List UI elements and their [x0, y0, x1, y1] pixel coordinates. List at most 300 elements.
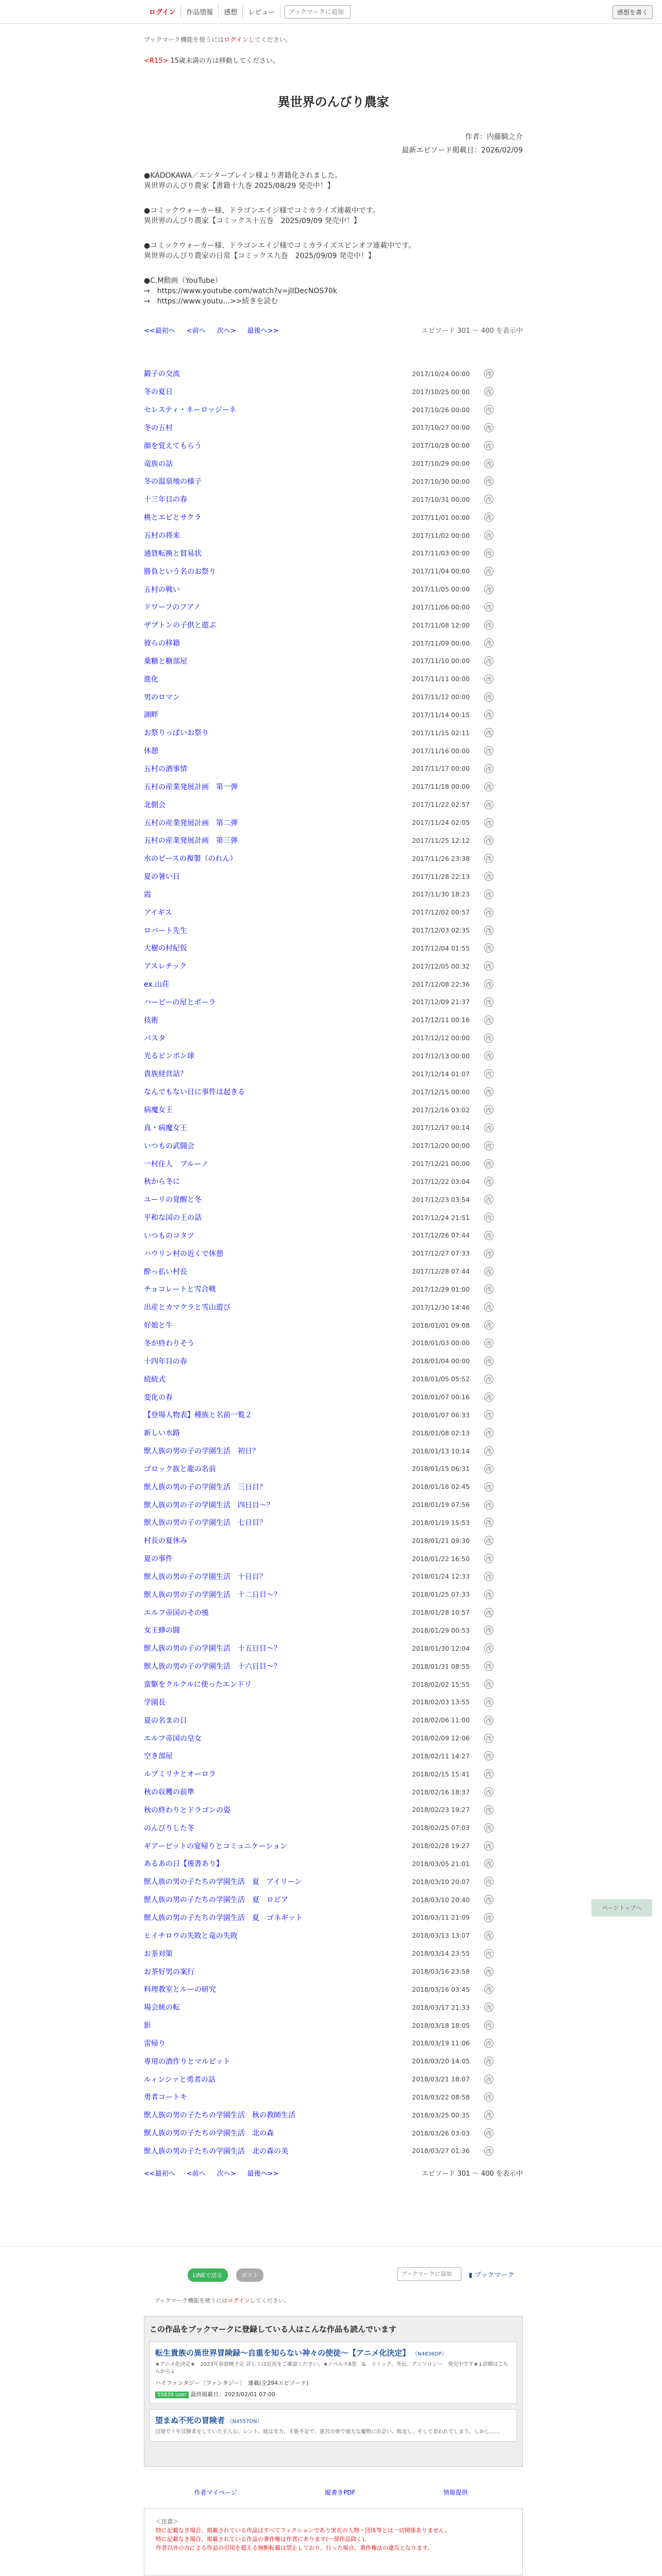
author[interactable]: 作者：内藤騎之介	[465, 133, 523, 141]
episode-row	[144, 1909, 523, 1927]
episode-row	[144, 472, 523, 490]
episode-date: 2017/11/18 00:00	[412, 783, 470, 791]
episode-date: 2017/12/27 07:33	[412, 1249, 470, 1258]
episode-title-link[interactable]: 続続式	[144, 1375, 166, 1384]
synopsis-paragraph: ●コミックウォーカー様、ドラゴンエイジ様でコミカライズ連載中です。 異世界のんびり農家【コミックス十五巻 2025/09/09 発売中！】	[144, 207, 380, 225]
episode-date: 2018/01/03 00:00	[412, 1339, 470, 1347]
episode-row	[144, 1550, 523, 1568]
episode-title-link[interactable]: セレスティ・ネーロッジーネ	[144, 406, 237, 415]
episode-title-link[interactable]: 冬の五村	[144, 423, 173, 432]
footer-links	[0, 2488, 662, 2497]
bookmark-button[interactable]: ▮ ブックマーク	[469, 2272, 515, 2279]
episode-row	[144, 1926, 523, 1944]
episode-title-link[interactable]: 竜族の話	[144, 460, 173, 468]
pager-links	[144, 325, 278, 335]
episode-row	[144, 1298, 523, 1316]
episode-date: 2017/10/27 00:00	[412, 423, 470, 432]
episode-title-link[interactable]: 病魔女王	[144, 1106, 173, 1115]
episode-date: 2018/02/23 19:27	[412, 1806, 470, 1814]
episode-title-link[interactable]: 専用の酒作りとマルビット	[144, 2057, 230, 2066]
episode-date: 2018/03/05 21:01	[412, 1859, 470, 1868]
episode-title-link[interactable]: 平和な国の王の話	[144, 1214, 202, 1223]
revised-icon: 改	[484, 2039, 493, 2048]
episode-row	[144, 1532, 523, 1550]
episode-title-link[interactable]: アイギス	[144, 908, 172, 917]
episode-date: 2017/11/03 00:00	[412, 549, 470, 557]
episode-row	[144, 454, 523, 472]
episode-title-link[interactable]: 冬の温泉地の様子	[144, 478, 202, 486]
episode-title-link[interactable]: 【登場人物表】種族と名前一覧２	[144, 1411, 252, 1420]
episode-title-link[interactable]: ユーリの覚醒と冬	[144, 1196, 202, 1205]
revised-icon: 改	[484, 1284, 493, 1294]
author-page-link[interactable]: 作者マイページ	[194, 2489, 238, 2496]
first-page-link[interactable]: <<最初へ	[144, 327, 175, 335]
recommend-synopsis: 辺境で十年冒険者をしていた主人公、レント。彼は実力、才能不足で、迷宮の奥で強大な魔物に出会い、敗北し、そして食われてしまう。しかし……	[155, 2429, 500, 2435]
episode-date: 2018/03/14 23:55	[412, 1950, 470, 1958]
episode-title-link[interactable]: 一村住人 ブルーノ	[144, 1160, 209, 1168]
episode-date: 2017/11/14 00:15	[412, 710, 470, 719]
episode-row	[144, 2034, 523, 2052]
episode-title-link[interactable]: 桃とエビとサクラ	[144, 514, 202, 522]
episode-row	[144, 616, 523, 634]
revised-icon: 改	[484, 2146, 493, 2156]
episode-title-link[interactable]: 獣人族の男の子の学園生活 三日目？	[144, 1483, 267, 1492]
episode-row	[144, 1406, 523, 1424]
episode-row	[144, 365, 523, 383]
episode-title-link[interactable]: 獣人族の男の子たちの学園生活 夏 ロビア	[144, 1896, 288, 1905]
revised-icon: 改	[484, 1177, 493, 1186]
episode-title-link[interactable]: 湖畔	[144, 711, 158, 720]
revised-icon: 改	[484, 1231, 493, 1240]
episode-row	[144, 1891, 523, 1909]
episode-row	[144, 1837, 523, 1855]
prev-page-link[interactable]: <前へ	[186, 2170, 206, 2178]
episode-row	[144, 885, 523, 903]
revised-icon: 改	[484, 1751, 493, 1760]
revised-icon: 改	[484, 459, 493, 468]
revised-icon: 改	[484, 818, 493, 827]
revised-icon: 改	[484, 2003, 493, 2012]
revised-icon: 改	[484, 836, 493, 845]
revised-icon: 改	[484, 387, 493, 396]
episode-date: 2017/11/10 00:00	[412, 657, 470, 665]
episode-title-link[interactable]: 獣人族の男の子の学園生活 初日？	[144, 1447, 259, 1456]
episode-date: 2018/01/19 07:56	[412, 1501, 470, 1509]
episode-row	[144, 1101, 523, 1119]
episode-row	[144, 1370, 523, 1388]
episode-title-link[interactable]: 夏の事件	[144, 1555, 173, 1564]
episode-title-link[interactable]: ヒイチロウの失敗と竜の失敗	[144, 1931, 238, 1940]
top-nav	[144, 5, 351, 19]
episode-date: 2017/10/24 00:00	[412, 369, 470, 378]
next-page-link[interactable]: 次へ>	[217, 327, 236, 335]
revised-icon: 改	[484, 746, 493, 755]
revised-icon: 改	[484, 1805, 493, 1815]
episode-title-link[interactable]: 夏の名まの日	[144, 1716, 187, 1725]
episode-title-link[interactable]: 獣人族の男の子たちの学園生活 北の森	[144, 2129, 274, 2138]
episode-title-link[interactable]: 獣人族の男の子たちの学園生活 北の森の美	[144, 2147, 288, 2156]
revised-icon: 改	[484, 961, 493, 971]
episode-row	[144, 795, 523, 814]
episode-row	[144, 939, 523, 957]
episode-row	[144, 1137, 523, 1155]
episode-title-link[interactable]: 真・病魔女王	[144, 1124, 187, 1132]
episode-title-link[interactable]: 出産とカマクラと雪山遊び	[144, 1303, 230, 1312]
revised-icon: 改	[484, 890, 493, 899]
episode-title-link[interactable]: 獣人族の男の子の学園生活 十五日目～？	[144, 1645, 281, 1653]
episode-row	[144, 490, 523, 509]
episode-date: 2018/03/18 18:05	[412, 2021, 470, 2029]
episode-range: エピソード 301 ～ 400 を表示中	[421, 2170, 523, 2178]
revised-icon: 改	[484, 943, 493, 953]
revised-icon: 改	[484, 513, 493, 522]
revised-icon: 改	[484, 1051, 493, 1060]
episode-date: 2017/11/08 12:00	[412, 621, 470, 629]
episode-date: 2018/01/31 08:55	[412, 1662, 470, 1670]
episode-row	[144, 1011, 523, 1029]
revised-icon: 改	[484, 1625, 493, 1635]
episode-date: 2017/11/04 00:00	[412, 567, 470, 575]
episode-title-link[interactable]: お祭りっぽいお祭り	[144, 729, 209, 738]
episode-title-link[interactable]: 獣人族の男の子たちの学園生活 夏 アイリーン	[144, 1878, 302, 1887]
episode-row	[144, 1621, 523, 1639]
revised-icon: 改	[484, 602, 493, 612]
episode-title-link[interactable]: アスレチック	[144, 962, 187, 971]
episode-title-link[interactable]: 薬糖と糖部屋	[144, 657, 187, 666]
episode-title-link[interactable]: 酔っ払い村長	[144, 1267, 187, 1276]
revised-icon: 改	[484, 531, 493, 540]
last-page-link[interactable]: 最後へ>>	[247, 327, 279, 335]
episode-title-link[interactable]: エルフ帝国の皇女	[144, 1734, 202, 1743]
episode-title-link[interactable]: 水のピースの複製（のれん）	[144, 855, 237, 863]
episode-title-link[interactable]: いつものコタツ	[144, 1231, 194, 1240]
episode-row	[144, 1191, 523, 1209]
episode-title-link[interactable]: あるあの日【後書あり】	[144, 1860, 223, 1869]
episode-title-link[interactable]: 秋の収穫の前準	[144, 1788, 194, 1797]
share-bar	[144, 2267, 523, 2283]
age-warning-text: 15歳未満の方は移動してください。	[168, 57, 280, 65]
episode-title-link[interactable]: 秋の終わりとドラゴンの姿	[144, 1806, 230, 1815]
episode-date: 2017/12/23 03:54	[412, 1195, 470, 1204]
episode-row	[144, 1334, 523, 1352]
episode-title-link[interactable]: 女王蜂の闘	[144, 1626, 180, 1635]
episode-title-link[interactable]: 五村の将来	[144, 532, 180, 540]
episode-title-link[interactable]: 大樹の村紀仮	[144, 944, 187, 953]
revised-icon: 改	[484, 1590, 493, 1599]
episode-date: 2017/12/24 21:51	[412, 1213, 470, 1222]
episode-row	[144, 814, 523, 832]
episode-title-link[interactable]: 獣人族の男の子の学園生活 四日目～？	[144, 1501, 274, 1510]
episode-title-link[interactable]: 夏の暑い日	[144, 873, 180, 882]
episode-title-link[interactable]: 休憩	[144, 747, 158, 756]
episode-title-link[interactable]: 蛮駆をクルクルに使ったエンドリ	[144, 1681, 252, 1689]
revised-icon: 改	[484, 2092, 493, 2102]
episode-date: 2018/01/30 12:04	[412, 1644, 470, 1652]
revised-icon: 改	[484, 2057, 493, 2066]
recommend-title[interactable]: 望まぬ不死の冒険者	[155, 2416, 225, 2425]
episode-title-link[interactable]: ドワーフのフアノ	[144, 603, 201, 612]
revised-icon: 改	[484, 782, 493, 791]
episode-date: 2018/01/01 09:08	[412, 1321, 470, 1329]
episode-range: エピソード 301 ～ 400 を表示中	[421, 327, 523, 335]
vertical-pdf-link[interactable]: 縦書きPDF	[325, 2489, 356, 2496]
tab-work-info[interactable]: 作品情報	[181, 5, 219, 19]
episode-title-link[interactable]: 光るビンボン球	[144, 1052, 194, 1061]
episode-row	[144, 1765, 523, 1783]
episode-date: 2018/03/19 11:06	[412, 2039, 470, 2047]
episode-title-link[interactable]: 彼らの移籍	[144, 639, 180, 648]
episode-title-link[interactable]: 北側会	[144, 801, 166, 809]
revised-icon: 改	[484, 908, 493, 917]
episode-row	[144, 1998, 523, 2016]
bookmark-input[interactable]	[398, 2267, 461, 2281]
login-notice-link[interactable]: ログイン	[224, 36, 249, 43]
episode-title-link[interactable]: ハーピーの屋とポーラ	[144, 998, 216, 1007]
episode-title-link[interactable]: 新しい水路	[144, 1429, 180, 1438]
episode-row	[144, 2106, 523, 2124]
episode-title-link[interactable]: 影	[144, 2022, 151, 2030]
recommend-code: （N4557DN）	[227, 2419, 262, 2425]
episode-title-link[interactable]: 空き部屋	[144, 1752, 173, 1761]
episode-title-link[interactable]: 場会統の転	[144, 2004, 180, 2012]
episode-title-link[interactable]: エルフ帝国のその後	[144, 1608, 209, 1617]
revised-icon: 改	[484, 1967, 493, 1976]
episode-title-link[interactable]: いつもの武闘会	[144, 1142, 194, 1150]
episode-title-link[interactable]: ギアーピットの宴帰りとコミュニケーション	[144, 1842, 288, 1851]
episode-title-link[interactable]: 霞	[144, 890, 151, 899]
login-link[interactable]: ログイン	[144, 5, 181, 19]
episode-title-link[interactable]: ルィンシァと勇者の話	[144, 2075, 216, 2084]
episode-title-link[interactable]: 学園長	[144, 1698, 166, 1707]
revised-icon: 改	[484, 1249, 493, 1258]
revised-icon: 改	[484, 872, 493, 881]
page-top-button[interactable]: ページトップへ	[591, 1899, 652, 1917]
episode-title-link[interactable]: 顔を覚えてもらう	[144, 442, 202, 450]
episode-row	[144, 1962, 523, 1980]
episode-date: 2018/03/22 08:58	[412, 2093, 470, 2101]
episode-title-link[interactable]: 鍛子の交流	[144, 370, 180, 379]
first-page-link[interactable]: <<最初へ	[144, 2170, 175, 2178]
episode-row	[144, 1083, 523, 1101]
episode-title-link[interactable]: のんびりした冬	[144, 1824, 194, 1833]
tab-reviews[interactable]: レビュー	[243, 5, 280, 19]
tab-impressions[interactable]: 感想	[219, 5, 243, 19]
revised-icon: 改	[484, 1662, 493, 1671]
episode-date: 2017/11/15 02:11	[412, 728, 470, 737]
episode-row	[144, 760, 523, 778]
episode-row	[144, 1209, 523, 1227]
synopsis-paragraph: ●コミックウォーカー様、ドラゴンエイジ様でコミカライズスピンオフ連載中です。 異世界のんびり農家の日常【コミックス九巻 2025/09/09 発売中！】	[144, 242, 416, 260]
revised-icon: 改	[484, 1536, 493, 1545]
episode-date: 2018/03/16 23:58	[412, 1968, 470, 1976]
revised-icon: 改	[484, 1931, 493, 1940]
synopsis-paragraph[interactable]: ●C.M動画（YouTube） → https://www.youtube.com/watch?v=jlIDecNOS70k → https://www.youtu...>>続きを読む	[144, 277, 337, 306]
recommend-meta: ハイファンタジー〔ファンタジー〕 連載(全294エピソード)	[155, 2380, 309, 2386]
episode-title-link[interactable]: 通貨転換と貿易状	[144, 549, 202, 558]
post-share-button[interactable]: ポスト	[236, 2268, 263, 2282]
episode-date: 2018/01/25 07:33	[412, 1590, 470, 1599]
report-info-link[interactable]: 情報提供	[443, 2489, 468, 2496]
episode-title-link[interactable]: 村長の夏休み	[144, 1537, 187, 1546]
episode-title-link[interactable]: 冬が終わりそう	[144, 1339, 194, 1348]
episode-title-link[interactable]: 料理教室とルーの研究	[144, 1986, 216, 1994]
episode-title-link[interactable]: 獣人族の男の子の学園生活 十日目？	[144, 1572, 267, 1581]
recommend-title[interactable]: 転生貴族の異世界冒険録～自重を知らない神々の使徒～【アニメ化決定】	[155, 2348, 410, 2358]
episode-title-link[interactable]: 秋から冬に	[144, 1178, 180, 1187]
revised-icon: 改	[484, 674, 493, 684]
episode-date: 2017/11/25 12:12	[412, 836, 470, 844]
episode-title-link[interactable]: なんでもない日に事件は起きる	[144, 1088, 245, 1097]
episode-title-link[interactable]: 勝負という名のお祭り	[144, 567, 216, 576]
episode-title-link[interactable]: お茶好男の案行	[144, 1968, 194, 1976]
episode-row	[144, 1783, 523, 1801]
episode-title-link[interactable]: 進化	[144, 675, 158, 684]
episode-date: 2017/11/01 00:00	[412, 513, 470, 521]
revised-icon: 改	[484, 1105, 493, 1114]
line-share-button[interactable]: LINEで送る	[188, 2268, 228, 2282]
next-page-link[interactable]: 次へ>	[217, 2170, 236, 2178]
episode-row	[144, 1747, 523, 1765]
episode-title-link[interactable]: ゴロック族と龍の名前	[144, 1465, 216, 1473]
revised-icon: 改	[484, 2021, 493, 2030]
revised-icon: 改	[484, 1213, 493, 1222]
episode-date: 2017/12/26 07:44	[412, 1231, 470, 1240]
episode-date: 2017/12/30 14:46	[412, 1303, 470, 1311]
episode-row	[144, 1280, 523, 1298]
episode-date: 2018/01/21 09:30	[412, 1536, 470, 1545]
login-notice-link[interactable]: ログイン	[227, 2297, 250, 2304]
pager-top	[144, 325, 523, 335]
episode-title-link[interactable]: 獣人族の男の子の学園生活 十六日目～？	[144, 1663, 281, 1671]
revised-icon: 改	[484, 2128, 493, 2138]
episode-date: 2017/11/11 00:00	[412, 675, 470, 683]
episode-date: 2018/03/16 03:45	[412, 1985, 470, 1993]
recommendations-heading: この作品をブックマークに登録している人はこんな作品も読んでいます	[150, 2325, 396, 2334]
revised-icon: 改	[484, 1123, 493, 1132]
episode-title-link[interactable]: パスタ	[144, 1034, 166, 1043]
episode-row	[144, 1388, 523, 1406]
revised-icon: 改	[484, 1698, 493, 1707]
revised-icon: 改	[484, 1033, 493, 1043]
episode-date: 2017/11/06 00:00	[412, 603, 470, 611]
episode-title-link[interactable]: 五村の戦い	[144, 585, 180, 594]
episode-date: 2018/03/11 21:09	[412, 1913, 470, 1922]
episode-title-link[interactable]: 五村の産業発展計画 第三弾	[144, 837, 238, 845]
revised-icon: 改	[484, 1680, 493, 1689]
episode-date: 2017/11/26 23:38	[412, 854, 470, 862]
revised-icon: 改	[484, 1643, 493, 1653]
episode-title-link[interactable]: 貴族経営話？	[144, 1070, 187, 1079]
login-notice-before: ブックマーク機能を使うには	[144, 36, 224, 43]
episode-title-link[interactable]: お茶対策	[144, 1950, 173, 1958]
episode-date: 2018/01/16 02:45	[412, 1483, 470, 1491]
episode-title-link[interactable]: 技術	[144, 1016, 158, 1025]
episode-title-link[interactable]: ロバート先生	[144, 926, 187, 935]
episode-row	[144, 1944, 523, 1962]
revised-icon: 改	[484, 495, 493, 504]
episode-date: 2017/10/30 00:00	[412, 477, 470, 485]
revised-icon: 改	[484, 1554, 493, 1563]
episode-title-link[interactable]: 獣人族の男の子の学園生活 七日目？	[144, 1519, 267, 1528]
episode-date: 2017/11/05 00:00	[412, 585, 470, 594]
episode-title-link[interactable]: 好娘と牛	[144, 1321, 173, 1330]
episode-date: 2018/03/21 18:07	[412, 2075, 470, 2083]
episode-title-link[interactable]: 五村の産業発展計画 第二弾	[144, 819, 238, 827]
episode-row	[144, 1173, 523, 1191]
episode-row	[144, 1118, 523, 1137]
write-impression-button[interactable]: 感想を書く	[613, 5, 653, 19]
episode-row	[144, 2142, 523, 2160]
episode-row	[144, 544, 523, 562]
revised-icon: 改	[484, 423, 493, 432]
revised-icon: 改	[484, 1985, 493, 1994]
revised-icon: 改	[484, 997, 493, 1007]
episode-date: 2017/10/29 00:00	[412, 460, 470, 468]
episode-title-link[interactable]: ハウリン村の近くで休憩	[144, 1249, 223, 1258]
episode-date: 2018/02/16 18:37	[412, 1788, 470, 1796]
episode-title-link[interactable]: 十三年目の春	[144, 496, 187, 504]
episode-title-link[interactable]: チョコレートと雪合戦	[144, 1285, 216, 1294]
episode-title-link[interactable]: 雷帰り	[144, 2039, 166, 2048]
bookmark-input[interactable]	[285, 5, 351, 19]
episode-title-link[interactable]: 変化の春	[144, 1393, 173, 1402]
episode-title-link[interactable]: ザブトンの子供と遊ぶ	[144, 621, 216, 630]
login-notice-after: してください。	[250, 2297, 290, 2304]
last-page-link[interactable]: 最後へ>>	[247, 2170, 279, 2178]
episode-row	[144, 1352, 523, 1370]
episode-title-link[interactable]: 獣人族の男の子たちの学園生活 秋の教師生活	[144, 2111, 295, 2120]
episode-date: 2018/01/04 00:00	[412, 1357, 470, 1365]
revised-icon: 改	[484, 1949, 493, 1958]
episode-row	[144, 868, 523, 886]
episode-title-link[interactable]: 五村の産業発展計画 第一弾	[144, 783, 238, 791]
episode-row	[144, 1568, 523, 1586]
main-content	[144, 35, 523, 2178]
episode-row	[144, 1873, 523, 1891]
episode-title-link[interactable]: 十四年目の春	[144, 1357, 187, 1366]
episode-row	[144, 1657, 523, 1675]
episode-date: 2017/10/26 00:00	[412, 405, 470, 414]
pager-bottom	[144, 2168, 523, 2178]
episode-title-link[interactable]: 勇者コートキ	[144, 2093, 187, 2102]
episode-title-link[interactable]: 冬の夏日	[144, 388, 173, 397]
revised-icon: 改	[484, 1302, 493, 1312]
episode-date: 2017/10/28 00:00	[412, 442, 470, 450]
episode-date: 2018/02/03 13:55	[412, 1698, 470, 1706]
episode-date: 2017/12/04 01:55	[412, 944, 470, 952]
episode-title-link[interactable]: 獣人族の男の子たちの学園生活 夏 ゴネギット	[144, 1913, 303, 1922]
revised-icon: 改	[484, 1357, 493, 1366]
prev-page-link[interactable]: <前へ	[186, 327, 206, 335]
episode-title-link[interactable]: 獣人族の男の子の学園生活 十二日目～？	[144, 1590, 281, 1599]
episode-row	[144, 1980, 523, 1998]
episode-date: 2018/01/07 06:33	[412, 1411, 470, 1419]
episode-title-link[interactable]: ex.山荘	[144, 980, 170, 989]
caution-box	[144, 2509, 523, 2575]
episode-date: 2018/01/29 00:53	[412, 1626, 470, 1634]
episode-row	[144, 1603, 523, 1621]
episode-date: 2017/12/16 03:02	[412, 1106, 470, 1114]
revised-icon: 改	[484, 1141, 493, 1150]
episode-date: 2017/12/17 00:14	[412, 1124, 470, 1132]
revised-icon: 改	[484, 620, 493, 630]
login-notice-before: ブックマーク機能を使うには	[154, 2297, 228, 2304]
episode-row	[144, 2052, 523, 2070]
episode-row	[144, 2070, 523, 2088]
episode-title-link[interactable]: ルプミリナとオーロラ	[144, 1770, 216, 1779]
episode-title-link[interactable]: 五村の酒事情	[144, 765, 187, 773]
episode-title-link[interactable]: 男のロマン	[144, 693, 180, 702]
